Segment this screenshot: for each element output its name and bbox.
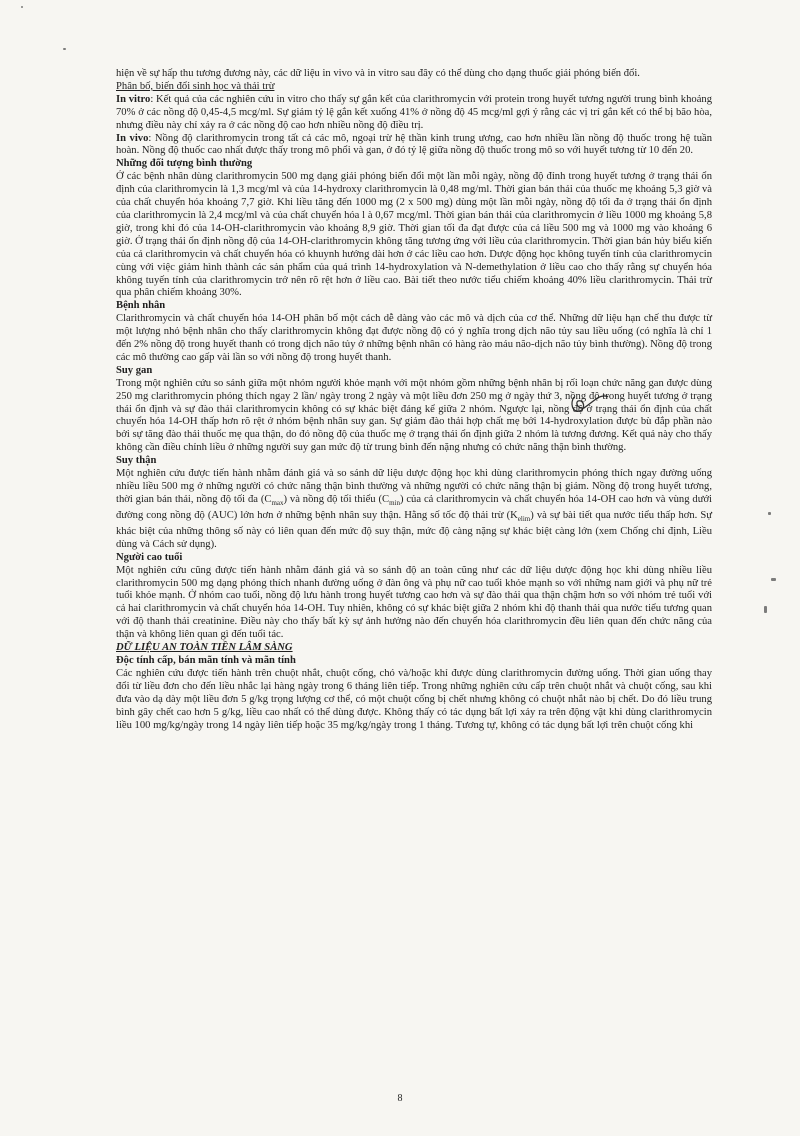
paragraph-in-vitro: In vitro: Kết quả của các nghiên cứu in vitro cho thấy sự gắn kết của clarithromycin với protein trong huyết tương người trung bình khoảng 70% ở các nồng độ 0,45-4,5 mcg/ml. Sự giảm tỷ lệ gắn kết xuống 41% ở nồng độ 45 mcg/ml gợi ý rằng các vị trí gắn kết có thể bị bão hòa, nhưng điều này chỉ xảy ra ở các nồng độ cao hơn nhiều nồng độ điều trị. <box>116 93 712 131</box>
scan-speck <box>21 6 23 8</box>
heading-patients: Bệnh nhân <box>116 300 166 312</box>
heading-renal-impairment: Suy thận <box>116 455 157 467</box>
paragraph-renal-impairment: Một nghiên cứu được tiến hành nhằm đánh giá và so sánh dữ liệu dược động học khi dùng clarithromycin phóng thích ngay đường uống nhiều liều 500 mg ở những người có chức năng thận bình thường và những người có chức năng thận bị giảm. Nồng độ trong huyết tương, thời gian bán thải, nồng độ tối đa $(C_{max})$ và nồng độ tối thiểu $(C_{min})$ của cả clarithromycin và chất chuyển hóa 14-OH cao hơn và vùng dưới đường cong nồng độ (AUC) lớn hơn ở những bệnh nhân suy thận. Hằng số tốc độ thải trừ $(K_{elim})$ và sự bài tiết qua nước tiểu thấp hơn. Sự khác biệt của những thông số này có liên quan đến mức độ suy thận, mức độ càng nặng sự khác biệt càng lớn (xem Chống chỉ định, Liều dùng và Cách sử dụng). <box>116 468 712 550</box>
scan-speck <box>771 578 776 581</box>
paragraph-patients: Clarithromycin và chất chuyển hóa 14-OH phân bố một cách dễ dàng vào các mô và dịch của cơ thể. Những dữ liệu hạn chế thu được từ một lượng nhỏ bệnh nhân cho thấy clarithromycin không đạt được nồng độ có ý nghĩa trong dịch não tủy sau liều uống (có nghĩa là chỉ 1 đến 2% nồng độ trong huyết thanh có trong dịch não tủy ở những bệnh nhân có hàng rào máu não-dịch não tủy bình thường). Nồng độ trong các mô thường cao gấp vài lần so với nồng độ trong huyết thanh. <box>116 313 712 363</box>
paragraph-elderly: Một nghiên cứu cũng được tiến hành nhằm đánh giá và so sánh độ an toàn cũng như các dữ liệu dược động học khi dùng nhiều liều clarithromycin 500 mg dạng phóng thích nhanh đường uống ở đàn ông và phụ nữ cao tuổi khỏe mạnh so với những nam giới và phụ nữ trẻ tuổi khỏe mạnh. Ở nhóm cao tuổi, nồng độ lưu hành trong huyết tương cao hơn và sự đào thải qua thận chậm hơn so với nhóm trẻ tuổi với cả hai clarithromycin và chất chuyển hóa 14-OH. Tuy nhiên, không có sự khác biệt giữa 2 nhóm khi độ thanh thải qua nước tiểu tương quan với độ thanh thải creatinine. Điều này cho thấy bất kỳ sự ảnh hưởng nào đến chuyển hóa clarithromycin đều liên quan đến chức năng của thận và không liên quan gì đến tuổi tác. <box>116 564 712 641</box>
page-number: 8 <box>397 1093 403 1104</box>
paragraph-normal-subjects: Ở các bệnh nhân dùng clarithromycin 500 mg dạng giải phóng biến đổi một lần mỗi ngày, nồng độ đỉnh trong huyết tương ở trạng thái ổn định của clarithromycin là 1,3 mcg/ml và của 14-hydroxy clarithromycin là 0,48 mg/ml. Thời gian bán thải của thuốc mẹ khoảng 5,3 giờ và của chất chuyển hóa khoảng 7,7 giờ. Khi liều tăng đến 1000 mg (2 x 500 mg) dùng một lần mỗi ngày, nồng độ tối đa ở trạng thái ổn định của clarithromycin là 2,4 mcg/ml và của chất chuyển hóa l à 0,67 mcg/ml. Thời gian bán thải của clarithromycin ở liều 1000 mg khoảng 5,8 giờ, trong khi đó của 14-OH-clarithromycin vào khoảng 8,9 giờ. Thời gian tối đa đạt được của cả liều 500 mg và 1000 mg vào khoảng 6 giờ. Ở trạng thái ổn định nồng độ của 14-OH-clarithromycin không tăng tương ứng với liều của clarithromycin. Thời gian bán hủy biểu kiến của cả clarithromycin và chất chuyển hóa có khuynh hướng dài hơn ở các liều cao hơn. Dược động học không tuyến tính của clarithromycin cùng với việc giảm hình thành các sản phẩm của quá trình 14-hydroxylation và N-demethylation ở liều cao cho thấy rằng sự chuyển hóa không tuyến tính của clarithromycin trở nên rõ rệt hơn ở liều cao. Bài tiết theo nước tiểu chiếm khoảng 40% liều clarithromycin. Thải trừ qua phân chiếm khoảng 30%. <box>116 171 712 299</box>
paragraph-hepatic-impairment: Trong một nghiên cứu so sánh giữa một nhóm người khỏe mạnh với một nhóm gồm những bệnh nhân bị rối loạn chức năng gan được dùng 250 mg clarithromycin phóng thích ngay 2 lần/ ngày trong 2 ngày và một liều đơn 250 mg ở ngày thứ 3, nồng độ trong huyết tương ở trạng thái ổn định và sự đào thải clarithromycin không có sự khác biệt đáng kể giữa 2 nhóm. Ngược lại, nồng độ ở trạng thái ổn định của chất chuyển hóa 14-OH thấp hơn rõ rệt ở nhóm bệnh nhân suy gan. Sự giảm đào thải hợp chất mẹ bởi 14-hydroxylation được bù đắp phần nào bởi sự tăng đào thải thuốc mẹ qua thận, do đó nồng độ của thuốc mẹ ở trạng thái ổn định giữa 2 nhóm là tương đương. Kết quả này cho thấy không cần điều chỉnh liều ở những người suy gan mức độ từ trung bình đến nặng nhưng có chức năng thận bình thường. <box>116 377 712 454</box>
scan-speck <box>764 606 767 613</box>
heading-toxicity: Độc tính cấp, bán mãn tính và mãn tính <box>116 655 296 666</box>
label-in-vitro: In vitro <box>116 93 151 105</box>
heading-elderly: Người cao tuổi <box>116 551 183 563</box>
heading-distribution: Phân bố, biến đổi sinh học và thải trừ <box>116 80 275 92</box>
paragraph-intro: hiện về sự hấp thu tương đương này, các dữ liệu in vivo và in vitro sau đây có thể dùng cho dạng thuốc giải phóng biến đổi. <box>116 68 640 79</box>
label-in-vivo: In vivo <box>116 132 149 144</box>
heading-normal-subjects: Những đối tượng bình thường <box>116 158 253 170</box>
heading-hepatic-impairment: Suy gan <box>116 364 153 376</box>
scan-speck <box>768 512 771 515</box>
paragraph-toxicity: Các nghiên cứu được tiến hành trên chuột nhắt, chuột cống, chó và/hoặc khỉ được dùng clarithromycin đường uống. Thời gian uống thay đổi từ liều đơn cho đến liều nhắc lại hàng ngày trong 6 tháng liên tiếp. Trong những nghiên cứu cấp trên chuột nhắt và chuột cống, sau khi đưa vào dạ dày một liều đơn 5 g/kg trọng lượng cơ thể, có một chuột cống bị chết nhưng không có chuột nhắt nào bị chết. Do đó liều trung bình gây chết cao hơn 5 g/kg, liều cao nhất có thể dùng được. Không thấy có tác dụng bất lợi xảy ra trên động vật khi dùng clarithromycin liều 100 mg/kg/ngày trong 14 ngày liên tiếp hoặc 35 mg/kg/ngày trong 1 tháng. Tương tự, không có tác dụng bất lợi trên chuột cống khi <box>116 667 712 731</box>
paragraph-in-vivo: In vivo: Nồng độ clarithromycin trong tất cả các mô, ngoại trừ hệ thần kinh trung ương, cao hơn nhiều lần nồng độ thuốc trong hệ tuần hoàn. Nồng độ thuốc cao nhất được thấy trong mô phổi và gan, ở đó tỷ lệ giữa nồng độ thuốc trong mô so với huyết tương từ 10 đến 20. <box>116 132 712 157</box>
section-title-preclinical: DỮ LIỆU AN TOÀN TIỀN LÂM SÀNG <box>116 642 293 654</box>
document-page <box>116 68 712 732</box>
scan-speck <box>63 48 66 50</box>
